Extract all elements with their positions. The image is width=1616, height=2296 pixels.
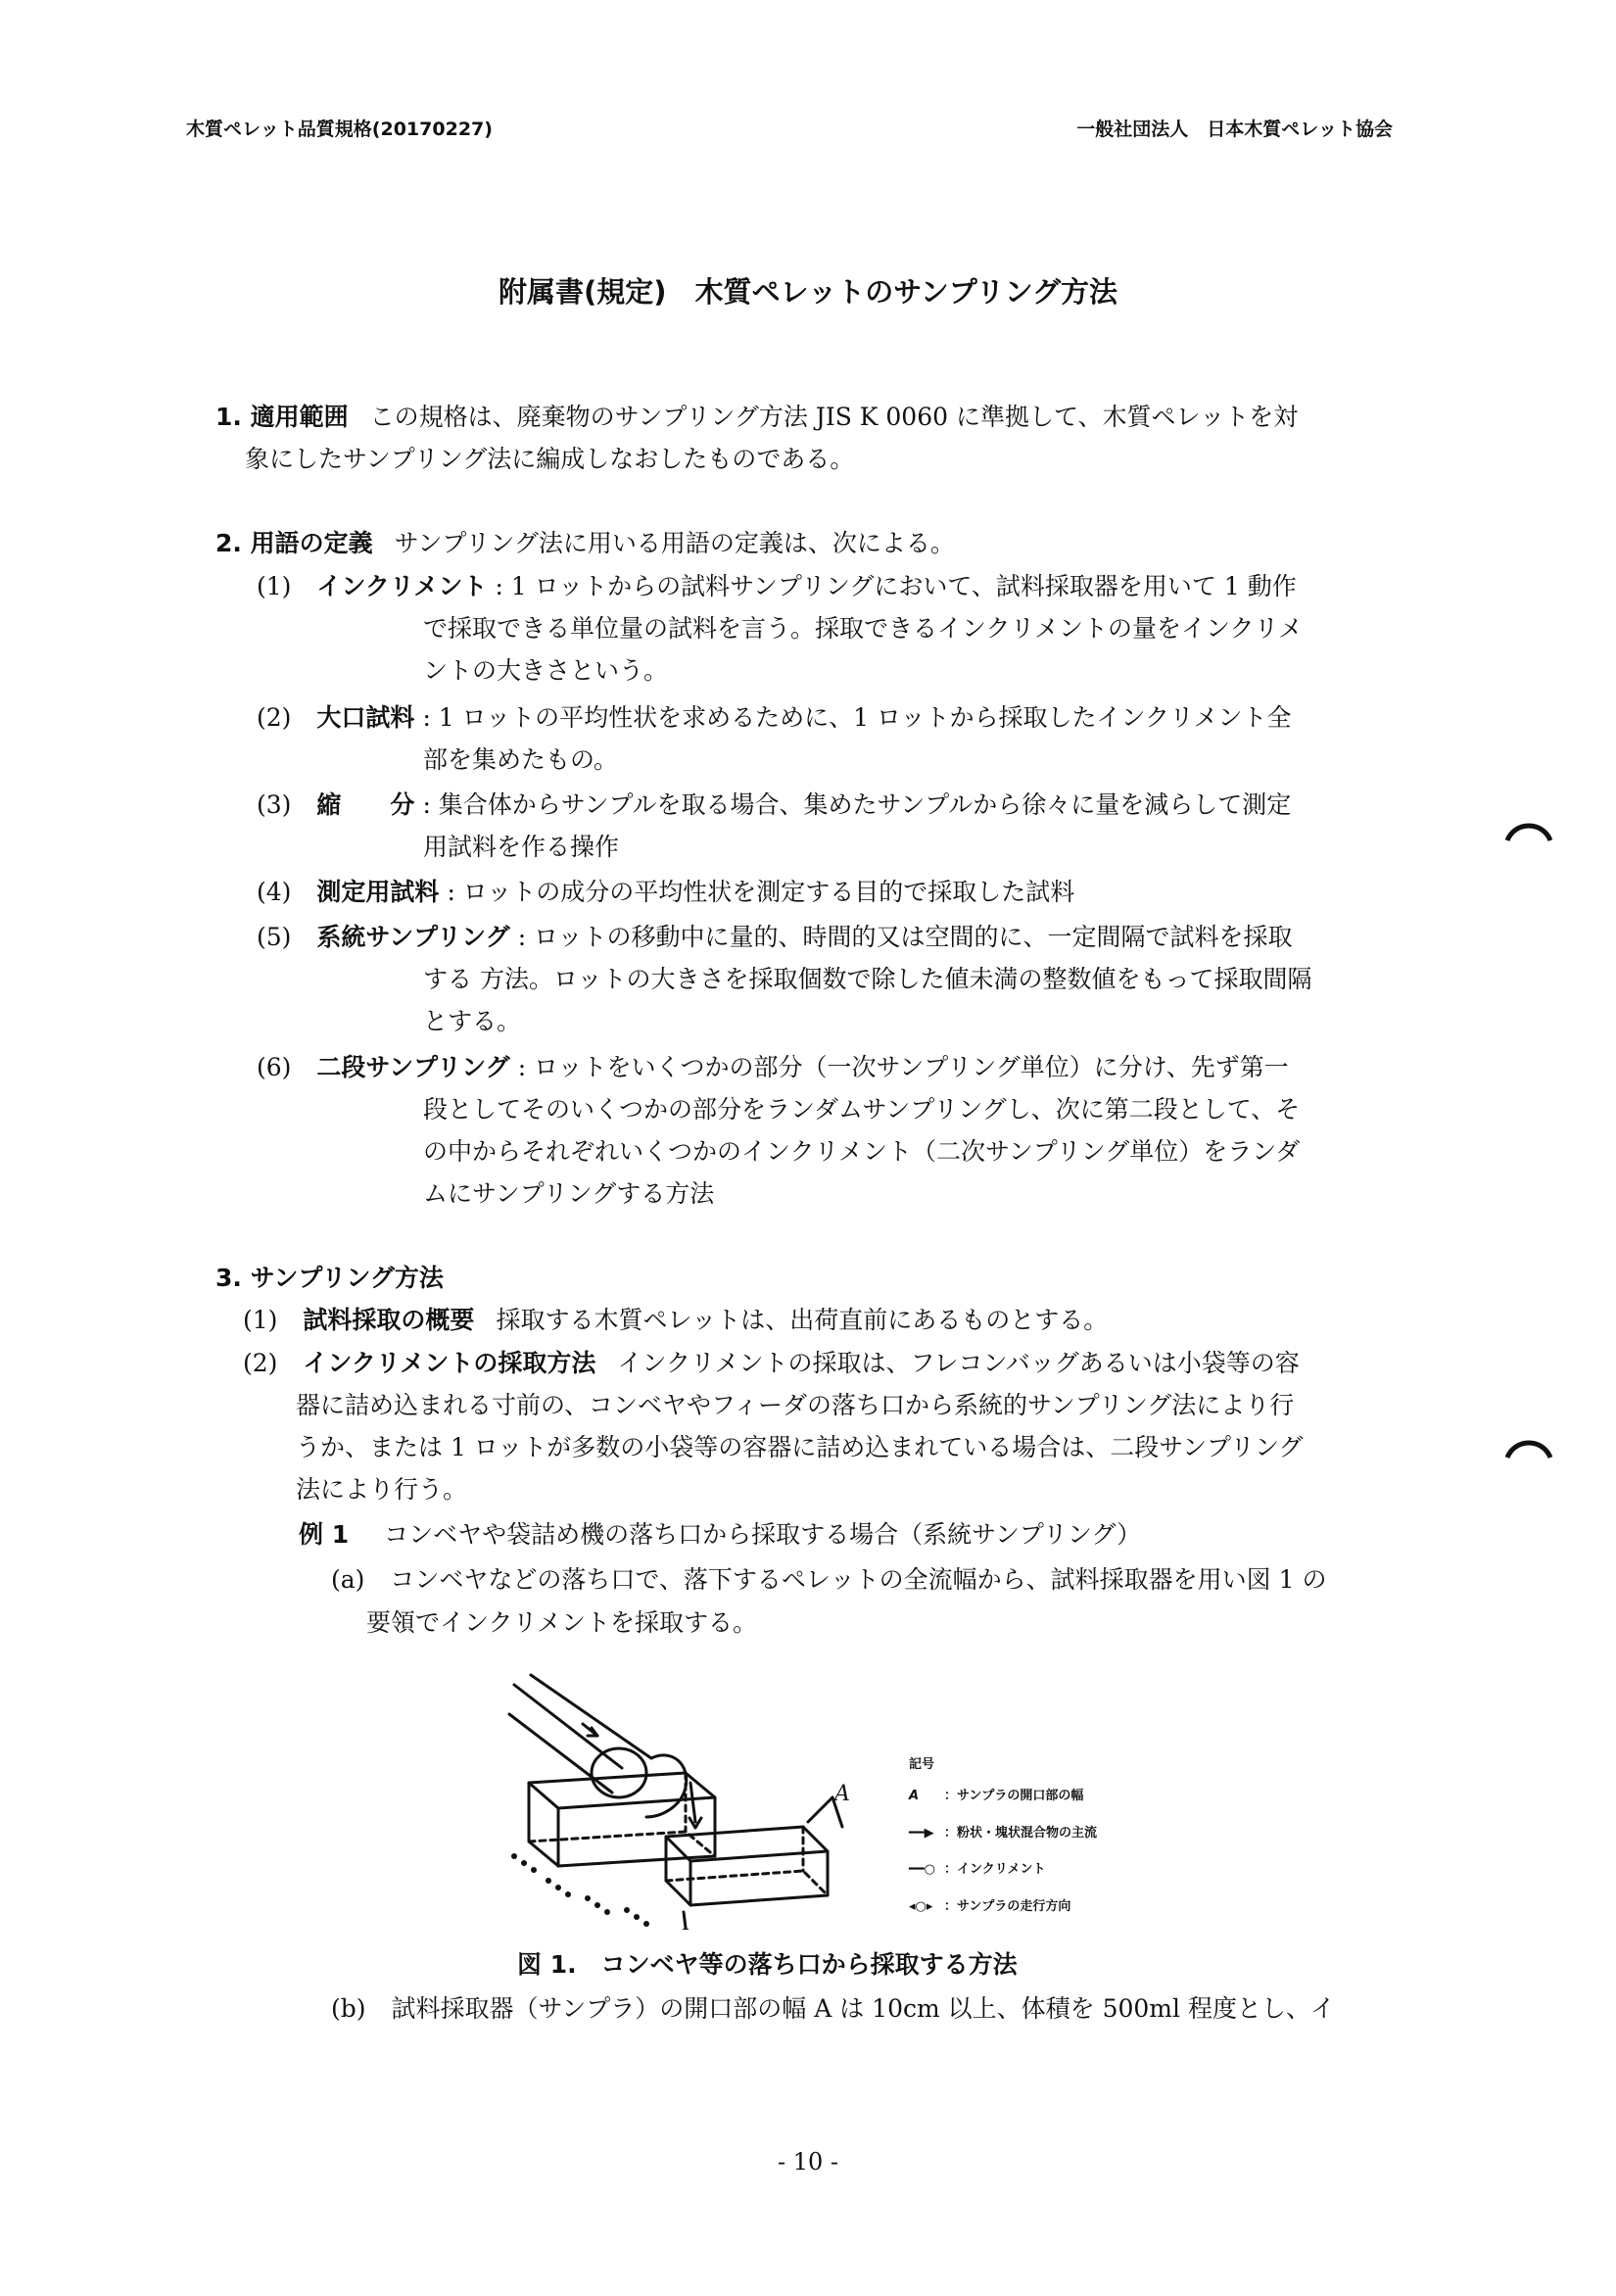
item-text: 採取する木質ペレットは、出荷直前にあるものとする。 xyxy=(496,1306,1109,1334)
item-number: (3) xyxy=(257,790,292,819)
section-3-item-2-line-4: 法により行う。 xyxy=(296,1475,468,1504)
item-text: : ロットの移動中に量的、時間的又は空間的に、一定間隔で試料を採取 xyxy=(517,923,1293,951)
item-number: (5) xyxy=(257,923,292,951)
definition-item-6-line-2: 段としてそのいくつかの部分をランダムサンプリングし、次に第二段として、そ xyxy=(423,1095,1301,1124)
legend-row-4 xyxy=(909,1895,1070,1914)
example-1 xyxy=(299,1518,1141,1552)
main-flow-arrow-icon: ━━▶ xyxy=(909,1826,934,1841)
item-term: インクリメントの採取方法 xyxy=(303,1349,596,1377)
travel-direction-icon: ◂○▸ xyxy=(909,1899,933,1914)
item-number: (6) xyxy=(257,1053,292,1081)
figure-label-a: A xyxy=(834,1782,850,1806)
item-number: (1) xyxy=(257,572,292,600)
legend-row-3 xyxy=(909,1858,1045,1877)
item-term: 二段サンプリング xyxy=(316,1053,510,1081)
legend-text: ：サンプラの開口部の幅 xyxy=(944,1789,1084,1803)
sub-item-label: (b) xyxy=(331,1994,366,2023)
figure-1-diagram xyxy=(490,1655,1195,1930)
header-left: 木質ペレット品質規格(20170227) xyxy=(186,119,493,140)
definition-item-1 xyxy=(257,570,1297,603)
section-2-heading: 2. 用語の定義 xyxy=(215,529,373,557)
item-term: 試料採取の概要 xyxy=(303,1306,475,1334)
sub-item-label: (a) xyxy=(331,1565,365,1594)
sub-item-b xyxy=(331,1992,1335,2026)
example-label: 例 1 xyxy=(299,1520,350,1549)
item-number: (1) xyxy=(243,1306,278,1334)
section-1-line-2: 象にしたサンプリング法に編成しなおしたものである。 xyxy=(245,445,855,473)
legend-text: ：粉状・塊状混合物の主流 xyxy=(944,1826,1098,1841)
binding-mark-icon xyxy=(1503,1432,1554,1461)
legend-symbol-a: A xyxy=(909,1789,920,1803)
definition-item-5-line-2: する 方法。ロットの大きさを採取個数で除した値未満の整数値をもって採取間隔 xyxy=(423,965,1312,993)
definition-item-5 xyxy=(257,921,1293,954)
example-text: コンベヤや袋詰め機の落ち口から採取する場合（系統サンプリング） xyxy=(384,1520,1142,1549)
item-text: : ロットをいくつかの部分（一次サンプリング単位）に分け、先ず第一 xyxy=(517,1053,1289,1081)
legend-row-2 xyxy=(909,1822,1097,1841)
definition-item-6-line-3: の中からそれぞれいくつかのインクリメント（二次サンプリング単位）をランダ xyxy=(423,1137,1301,1166)
section-1-heading: 1. 適用範囲 xyxy=(215,403,349,431)
item-term: 系統サンプリング xyxy=(316,923,510,951)
section-3-item-2 xyxy=(243,1347,1300,1380)
section-3-heading: 3. サンプリング方法 xyxy=(215,1264,444,1292)
item-term: 縮 分 xyxy=(316,790,415,819)
figure-caption: 図 1. コンベヤ等の落ち口から採取する方法 xyxy=(517,1950,1018,1979)
sub-item-a xyxy=(331,1563,1326,1597)
item-number: (2) xyxy=(243,1349,278,1377)
legend-text: ：インクリメント xyxy=(944,1862,1046,1877)
item-text: : 集合体からサンプルを取る場合、集めたサンプルから徐々に量を減らして測定 xyxy=(422,790,1292,819)
section-2-intro: サンプリング法に用いる用語の定義は、次による。 xyxy=(394,529,955,557)
page-number: - 10 - xyxy=(777,2148,838,2176)
legend-text: ：サンプラの走行方向 xyxy=(944,1899,1071,1914)
page-title: 附属書(規定) 木質ペレットのサンプリング方法 xyxy=(498,275,1118,309)
sub-item-text: コンベヤなどの落ち口で、落下するペレットの全流幅から、試料採取器を用い図 1 の xyxy=(390,1565,1327,1594)
section-1-line-1 xyxy=(215,401,1298,434)
definition-item-1-line-3: ントの大きさという。 xyxy=(423,656,669,685)
item-number: (4) xyxy=(257,878,292,906)
sub-item-a-line-2: 要領でインクリメントを採取する。 xyxy=(366,1608,758,1637)
definition-item-3-line-2: 用試料を作る操作 xyxy=(423,833,620,861)
header-right: 一般社団法人 日本木質ペレット協会 xyxy=(1076,119,1393,140)
definition-item-4 xyxy=(257,876,1074,909)
item-term: インクリメント xyxy=(316,572,488,600)
definition-item-2 xyxy=(257,701,1292,735)
definition-item-1-line-2: で採取できる単位量の試料を言う。採取できるインクリメントの量をインクリメ xyxy=(423,614,1304,643)
section-2-heading-line xyxy=(215,527,955,560)
item-text: : 1 ロットの平均性状を求めるために、1 ロットから採取したインクリメント全 xyxy=(422,703,1292,732)
binding-mark-icon xyxy=(1503,815,1554,844)
item-number: (2) xyxy=(257,703,292,732)
item-term: 測定用試料 xyxy=(316,878,440,906)
definition-item-2-line-2: 部を集めたもの。 xyxy=(423,745,619,774)
increment-symbol-icon: ━━○ xyxy=(909,1862,935,1877)
section-3-item-1 xyxy=(243,1304,1108,1337)
item-term: 大口試料 xyxy=(316,703,415,732)
section-3-item-2-line-3: うか、または 1 ロットが多数の小袋等の容器に詰め込まれている場合は、二段サンプリング xyxy=(296,1433,1304,1461)
sub-item-text: 試料採取器（サンプラ）の開口部の幅 A は 10cm 以上、体積を 500ml 程度とし、イ xyxy=(391,1994,1335,2023)
item-text: インクリメントの採取は、フレコンバッグあるいは小袋等の容 xyxy=(617,1349,1300,1377)
definition-item-3 xyxy=(257,789,1291,822)
legend-title: 記号 xyxy=(909,1757,935,1772)
item-text: : ロットの成分の平均性状を測定する目的で採取した試料 xyxy=(447,878,1075,906)
definition-item-6 xyxy=(257,1051,1289,1084)
section-1-text: この規格は、廃棄物のサンプリング方法 JIS K 0060 に準拠して、木質ペレットを対 xyxy=(369,403,1299,431)
section-3-item-2-line-2: 器に詰め込まれる寸前の、コンベヤやフィーダの落ち口から系統的サンプリング法により行 xyxy=(296,1391,1295,1419)
definition-item-6-line-4: ムにサンプリングする方法 xyxy=(423,1179,715,1208)
legend-row-1 xyxy=(909,1785,1083,1803)
item-text: : 1 ロットからの試料サンプリングにおいて、試料採取器を用いて 1 動作 xyxy=(495,572,1297,600)
definition-item-5-line-3: とする。 xyxy=(423,1007,522,1035)
